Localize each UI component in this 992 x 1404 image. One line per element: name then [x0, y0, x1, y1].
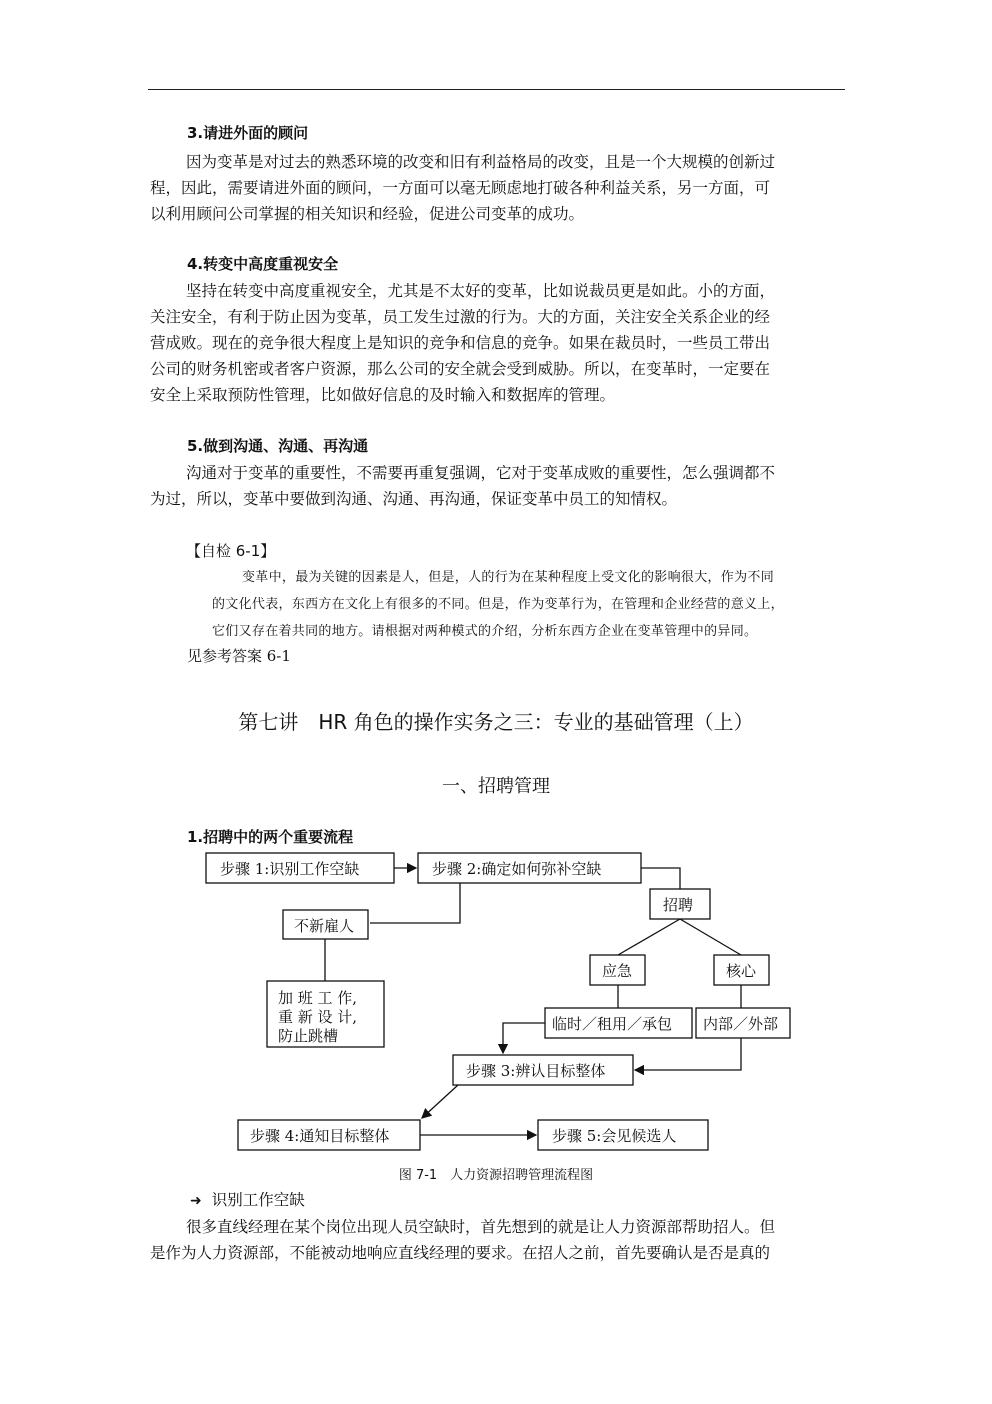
- connector-recruit-emergency: [618, 919, 680, 955]
- heading-communication: 5.做到沟通、沟通、再沟通: [187, 437, 369, 455]
- arrow-inout-step3: [635, 1038, 741, 1070]
- flow-label-recruit: 招聘: [663, 896, 694, 914]
- bullet-item: [190, 1188, 305, 1210]
- paragraph-consultant: [150, 149, 844, 227]
- text-line: 很多直线经理在某个岗位出现人员空缺时，首先想到的就是让人力资源部帮助招人。但: [186, 1218, 776, 1236]
- flow-label-emergency: 应急: [602, 962, 633, 980]
- flow-label-step5: 步骤 5:会见候选人: [552, 1127, 677, 1145]
- flow-label-step3: 步骤 3:辨认目标整体: [466, 1062, 606, 1080]
- arrow-right-icon: ➜: [190, 1193, 202, 1209]
- arrow-step3-step4: [422, 1085, 458, 1118]
- flow-label-no-hire: 不新雇人: [294, 917, 355, 935]
- flow-label-step1: 步骤 1:识别工作空缺: [220, 860, 360, 878]
- text-line: 以利用顾问公司掌握的相关知识和经验，促进公司变革的成功。: [150, 205, 585, 223]
- text-line: 公司的财务机密或者客户资源，那么公司的安全就会受到威胁。所以，在变革时，一定要在: [150, 360, 771, 378]
- text-line: 为过，所以，变革中要做到沟通、沟通、再沟通，保证变革中员工的知情权。: [150, 490, 678, 508]
- heading-safety: 4.转变中高度重视安全: [187, 255, 339, 273]
- figure-caption: 图 7-1 人力资源招聘管理流程图: [398, 1168, 594, 1183]
- selfcheck-label: 【自检 6-1】: [186, 542, 276, 560]
- text-line: 的文化代表，东西方在文化上有很多的不同。但是，作为变革行为，在管理和企业经营的意义上，: [212, 597, 784, 612]
- reference-answer: 见参考答案 6-1: [187, 647, 291, 665]
- paragraph-safety: [150, 278, 844, 408]
- flow-label-step2: 步骤 2:确定如何弥补空缺: [432, 860, 602, 878]
- subsection-title: 1.招聘中的两个重要流程: [187, 828, 354, 846]
- text-line: 程，因此，需要请进外面的顾问，一方面可以毫无顾虑地打破各种利益关系，另一方面，可: [150, 179, 771, 197]
- flow-label-alt-3: 防止跳槽: [278, 1027, 339, 1045]
- text-line: 关注安全，有利于防止因为变革，员工发生过激的行为。大的方面，关注安全关系企业的经: [150, 308, 771, 326]
- text-line: 坚持在转变中高度重视安全，尤其是不太好的变革，比如说裁员更是如此。小的方面，: [186, 282, 776, 300]
- connector-recruit-core: [680, 919, 741, 955]
- selfcheck-text: [212, 564, 844, 645]
- text-line: 是作为人力资源部，不能被动地响应直线经理的要求。在招人之前，首先要确认是否是真的: [150, 1244, 771, 1262]
- flow-label-core: 核心: [726, 962, 757, 980]
- text-line: 变革中，最为关键的因素是人，但是，人的行为在某种程度上受文化的影响很大，作为不同: [242, 570, 775, 585]
- flow-label-inout: 内部／外部: [703, 1015, 779, 1033]
- connector-step2-recruit: [641, 868, 680, 889]
- header-rule: [148, 89, 845, 90]
- connector-step2-no-hire: [370, 883, 460, 923]
- flow-label-alt-2: 重 新 设 计,: [278, 1008, 358, 1026]
- recruitment-flowchart: [190, 845, 810, 1155]
- paragraph-communication: [150, 460, 844, 512]
- text-line: 它们又存在着共同的地方。请根据对两种模式的介绍，分析东西方企业在变革管理中的异同。: [212, 624, 758, 639]
- heading-consultant: 3.请进外面的顾问: [187, 124, 309, 142]
- paragraph-job-vacancy: [150, 1214, 844, 1266]
- text-line: 营成败。现在的竞争很大程度上是知识的竞争和信息的竞争。如果在裁员时，一些员工带出: [150, 334, 771, 352]
- flow-label-step4: 步骤 4:通知目标整体: [250, 1127, 390, 1145]
- flow-label-alt-1: 加 班 工 作,: [278, 989, 358, 1007]
- flow-label-temp: 临时／租用／承包: [552, 1015, 673, 1033]
- arrow-temp-step3: [503, 1023, 545, 1053]
- text-line: 安全上采取预防性管理，比如做好信息的及时输入和数据库的管理。: [150, 386, 616, 404]
- bullet-label: 识别工作空缺: [211, 1191, 305, 1209]
- section-title: 一、招聘管理: [442, 776, 550, 797]
- lecture-title: 第七讲 HR 角色的操作实务之三：专业的基础管理（上）: [238, 710, 754, 734]
- text-line: 沟通对于变革的重要性，不需要再重复强调，它对于变革成败的重要性，怎么强调都不: [186, 464, 776, 482]
- text-line: 因为变革是对过去的熟悉环境的改变和旧有利益格局的改变，且是一个大规模的创新过: [186, 153, 776, 171]
